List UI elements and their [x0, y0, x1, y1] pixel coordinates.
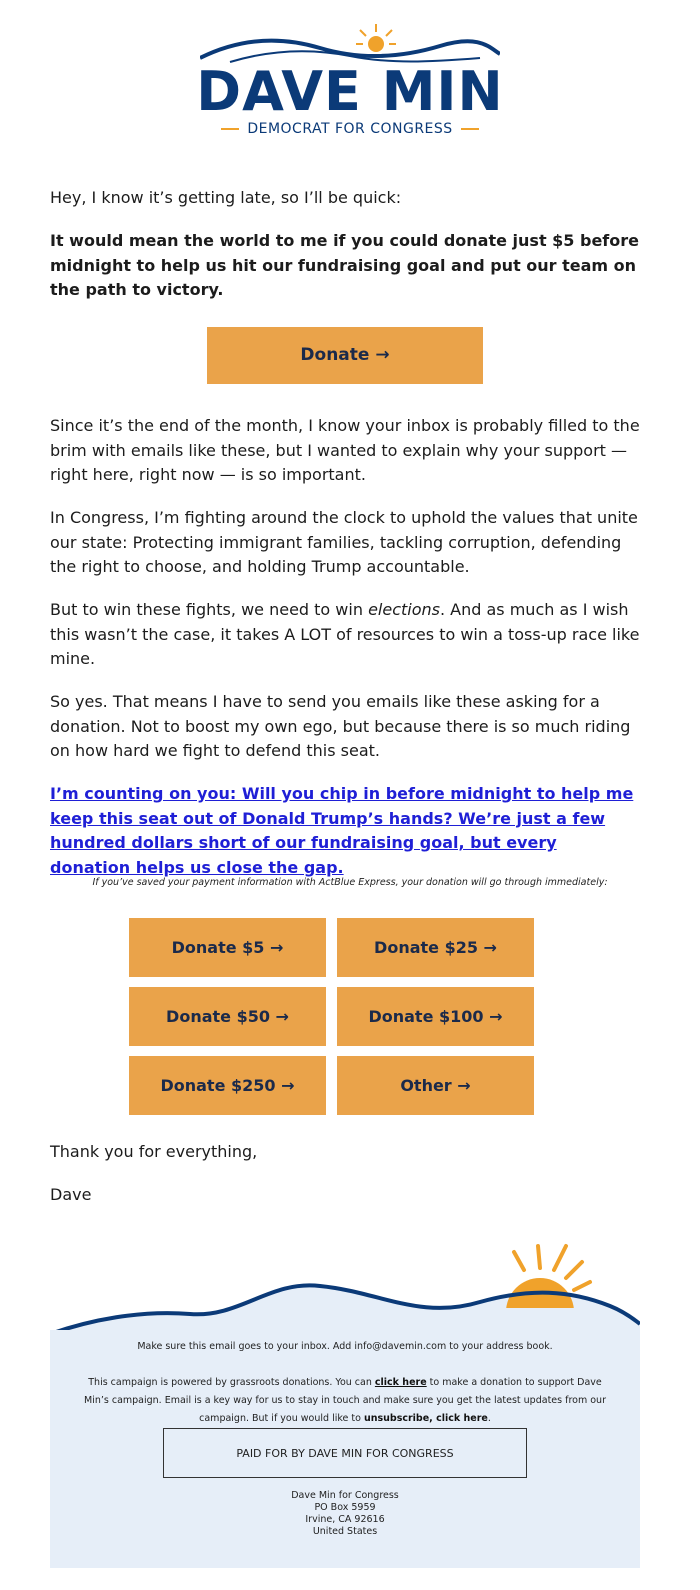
paragraph-elections-b: . And as much as I wish this wasn’t the case, it takes A LOT of resources to win a toss-up race like mine. — [50, 600, 640, 668]
greeting-text: Hey, I know it’s getting late, so I’ll be quick: — [50, 188, 402, 207]
tagline-dash-right — [461, 128, 479, 130]
paragraph-elections-a: But to win these fights, we need to win — [50, 600, 369, 619]
signoff-text: Dave — [50, 1185, 92, 1204]
paragraph-elections-em: elections — [368, 600, 440, 619]
header-logo — [0, 18, 700, 148]
footer-click-here-link[interactable]: click here — [374, 1377, 427, 1388]
actblue-express-note: If you’ve saved your payment information with ActBlue Express, your donation will go through immediately: — [92, 877, 608, 888]
footer-grassroots-a: This campaign is powered by grassroots donations. You can — [88, 1377, 375, 1388]
tagline-text: DEMOCRAT FOR CONGRESS — [247, 121, 453, 137]
donate-250-button[interactable]: Donate $250 → — [129, 1056, 326, 1115]
footer-grassroots-b: to make a donation to support Dave Min’s campaign. Email is a key way for us to stay in touch and make sure you get the latest updates from our campaign. But if you would like to — [84, 1377, 606, 1424]
donate-other-button[interactable]: Other → — [337, 1056, 534, 1115]
tagline-dash-left — [221, 128, 239, 130]
footer-grassroots-text — [50, 1374, 640, 1428]
paragraph-inbox: Since it’s the end of the month, I know your inbox is probably filled to the brim with emails like these, but I wanted to explain why your support — right here, right now — is so important. — [50, 416, 640, 484]
logo-name: DAVE MIN — [196, 60, 504, 123]
paid-for-disclaimer: PAID FOR BY DAVE MIN FOR CONGRESS — [163, 1428, 527, 1478]
address-line: Irvine, CA 92616 — [305, 1514, 385, 1525]
footer-unsubscribe-link[interactable]: unsubscribe, click here — [363, 1413, 488, 1424]
donate-25-button[interactable]: Donate $25 → — [337, 918, 534, 977]
paragraph-emails: So yes. That means I have to send you emails like these asking for a donation. Not to boost my own ego, but because there is so much riding on how hard we fight to defend this seat. — [50, 692, 631, 760]
address-line: Dave Min for Congress — [291, 1490, 399, 1501]
paragraph-cta — [50, 782, 642, 880]
logo-tagline — [0, 120, 700, 138]
donate-5-button[interactable]: Donate $5 → — [129, 918, 326, 977]
footer-address — [50, 1490, 640, 1538]
footer-grassroots-c: . — [487, 1413, 491, 1424]
address-line: United States — [312, 1526, 378, 1537]
paragraph-congress: In Congress, I’m fighting around the clock to uphold the values that unite our state: Protecting immigrant families, tackling corruption, defending the right to choose, and holding Trump accountable. — [50, 508, 638, 576]
donate-main-button[interactable]: Donate → — [207, 327, 483, 384]
address-line: PO Box 5959 — [314, 1502, 376, 1513]
paragraph-elections — [50, 598, 642, 672]
donate-100-button[interactable]: Donate $100 → — [337, 987, 534, 1046]
ask-text: It would mean the world to me if you could donate just $5 before midnight to help us hit our fundraising goal and put our team on the path to victory. — [50, 231, 639, 299]
donate-cta-link[interactable]: I’m counting on you: Will you chip in before midnight to help me keep this seat out of Donald Trump’s hands? We’re just a few hundred dollars short of our fundraising goal, but every donation helps us close the gap. — [50, 784, 634, 877]
footer — [50, 1330, 640, 1568]
donate-50-button[interactable]: Donate $50 → — [129, 987, 326, 1046]
footer-inbox-note: Make sure this email goes to your inbox. Add info@davemin.com to your address book. — [137, 1341, 553, 1352]
footer-wave-sun-icon — [50, 1240, 640, 1340]
thanks-text: Thank you for everything, — [50, 1142, 258, 1161]
